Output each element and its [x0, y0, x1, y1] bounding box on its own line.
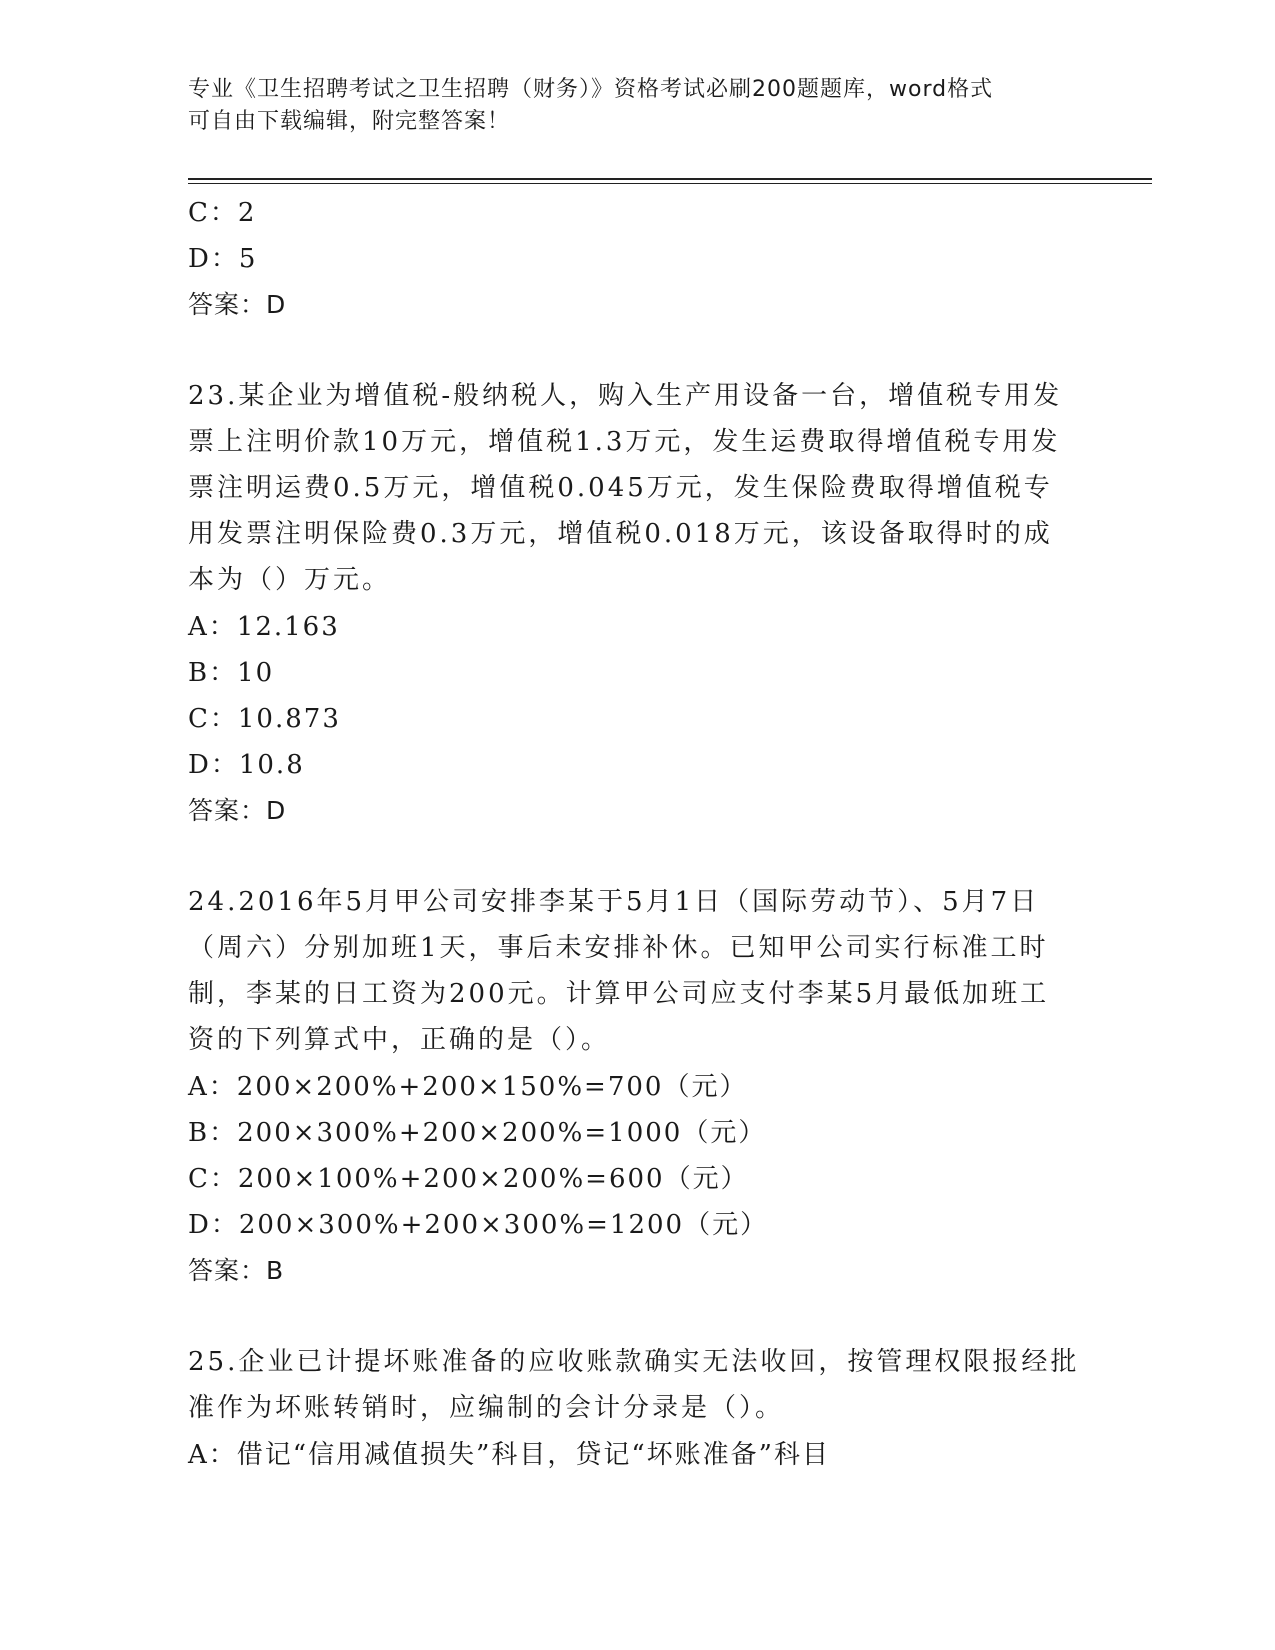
- prev-question-tail: [188, 190, 1088, 328]
- question-stem-line: 25.企业已计提坏账准备的应收账款确实无法收回，按管理权限报经批: [188, 1347, 1080, 1377]
- option-a: A：借记“信用减值损失”科目，贷记“坏账准备”科目: [188, 1440, 830, 1470]
- answer: 答案：D: [188, 796, 287, 825]
- option-a: A：200×200%+200×150%=700（元）: [188, 1072, 748, 1102]
- answer: 答案：D: [188, 290, 287, 319]
- option-d: D：5: [188, 244, 258, 274]
- option-b: B：200×300%+200×200%=1000（元）: [188, 1118, 767, 1148]
- document-header: [188, 74, 1068, 138]
- header-line-1: 专业《卫生招聘考试之卫生招聘（财务）》资格考试必刷200题题库，word格式: [188, 77, 994, 102]
- question-stem-line: 制，李某的日工资为200元。计算甲公司应支付李某5月最低加班工: [188, 979, 1050, 1009]
- question-stem-line: 23.某企业为增值税-般纳税人，购入生产用设备一台，增值税专用发: [188, 381, 1063, 411]
- question-stem-line: 准作为坏账转销时，应编制的会计分录是（）。: [188, 1393, 785, 1423]
- question-stem-line: 票上注明价款10万元，增值税1.3万元，发生运费取得增值税专用发: [188, 427, 1061, 457]
- spacer: [188, 328, 1088, 374]
- question-23: [188, 374, 1088, 834]
- option-d: D：200×300%+200×300%=1200（元）: [188, 1210, 769, 1240]
- question-stem-line: （周六）分别加班1天，事后未安排补休。已知甲公司实行标准工时: [188, 933, 1049, 963]
- answer: 答案：B: [188, 1256, 285, 1285]
- option-b: B：10: [188, 658, 275, 688]
- header-divider-thin: [188, 183, 1152, 184]
- option-c: C：10.873: [188, 704, 341, 734]
- header-line-2: 可自由下载编辑，附完整答案！: [188, 109, 511, 134]
- spacer: [188, 834, 1088, 880]
- question-stem-line: 资的下列算式中，正确的是（）。: [188, 1025, 611, 1055]
- option-a: A：12.163: [188, 612, 340, 642]
- question-24: [188, 880, 1088, 1294]
- question-stem-line: 24.2016年5月甲公司安排李某于5月1日（国际劳动节）、5月7日: [188, 887, 1040, 917]
- spacer: [188, 1294, 1088, 1340]
- question-stem-line: 本为（）万元。: [188, 565, 392, 595]
- question-stem-line: 用发票注明保险费0.3万元，增值税0.018万元，该设备取得时的成: [188, 519, 1053, 549]
- option-c: C：2: [188, 198, 257, 228]
- question-stem-line: 票注明运费0.5万元，增值税0.045万元，发生保险费取得增值税专: [188, 473, 1053, 503]
- option-c: C：200×100%+200×200%=600（元）: [188, 1164, 749, 1194]
- question-content: [188, 190, 1088, 1478]
- question-25: [188, 1340, 1088, 1478]
- header-divider-thick: [188, 178, 1152, 180]
- option-d: D：10.8: [188, 750, 305, 780]
